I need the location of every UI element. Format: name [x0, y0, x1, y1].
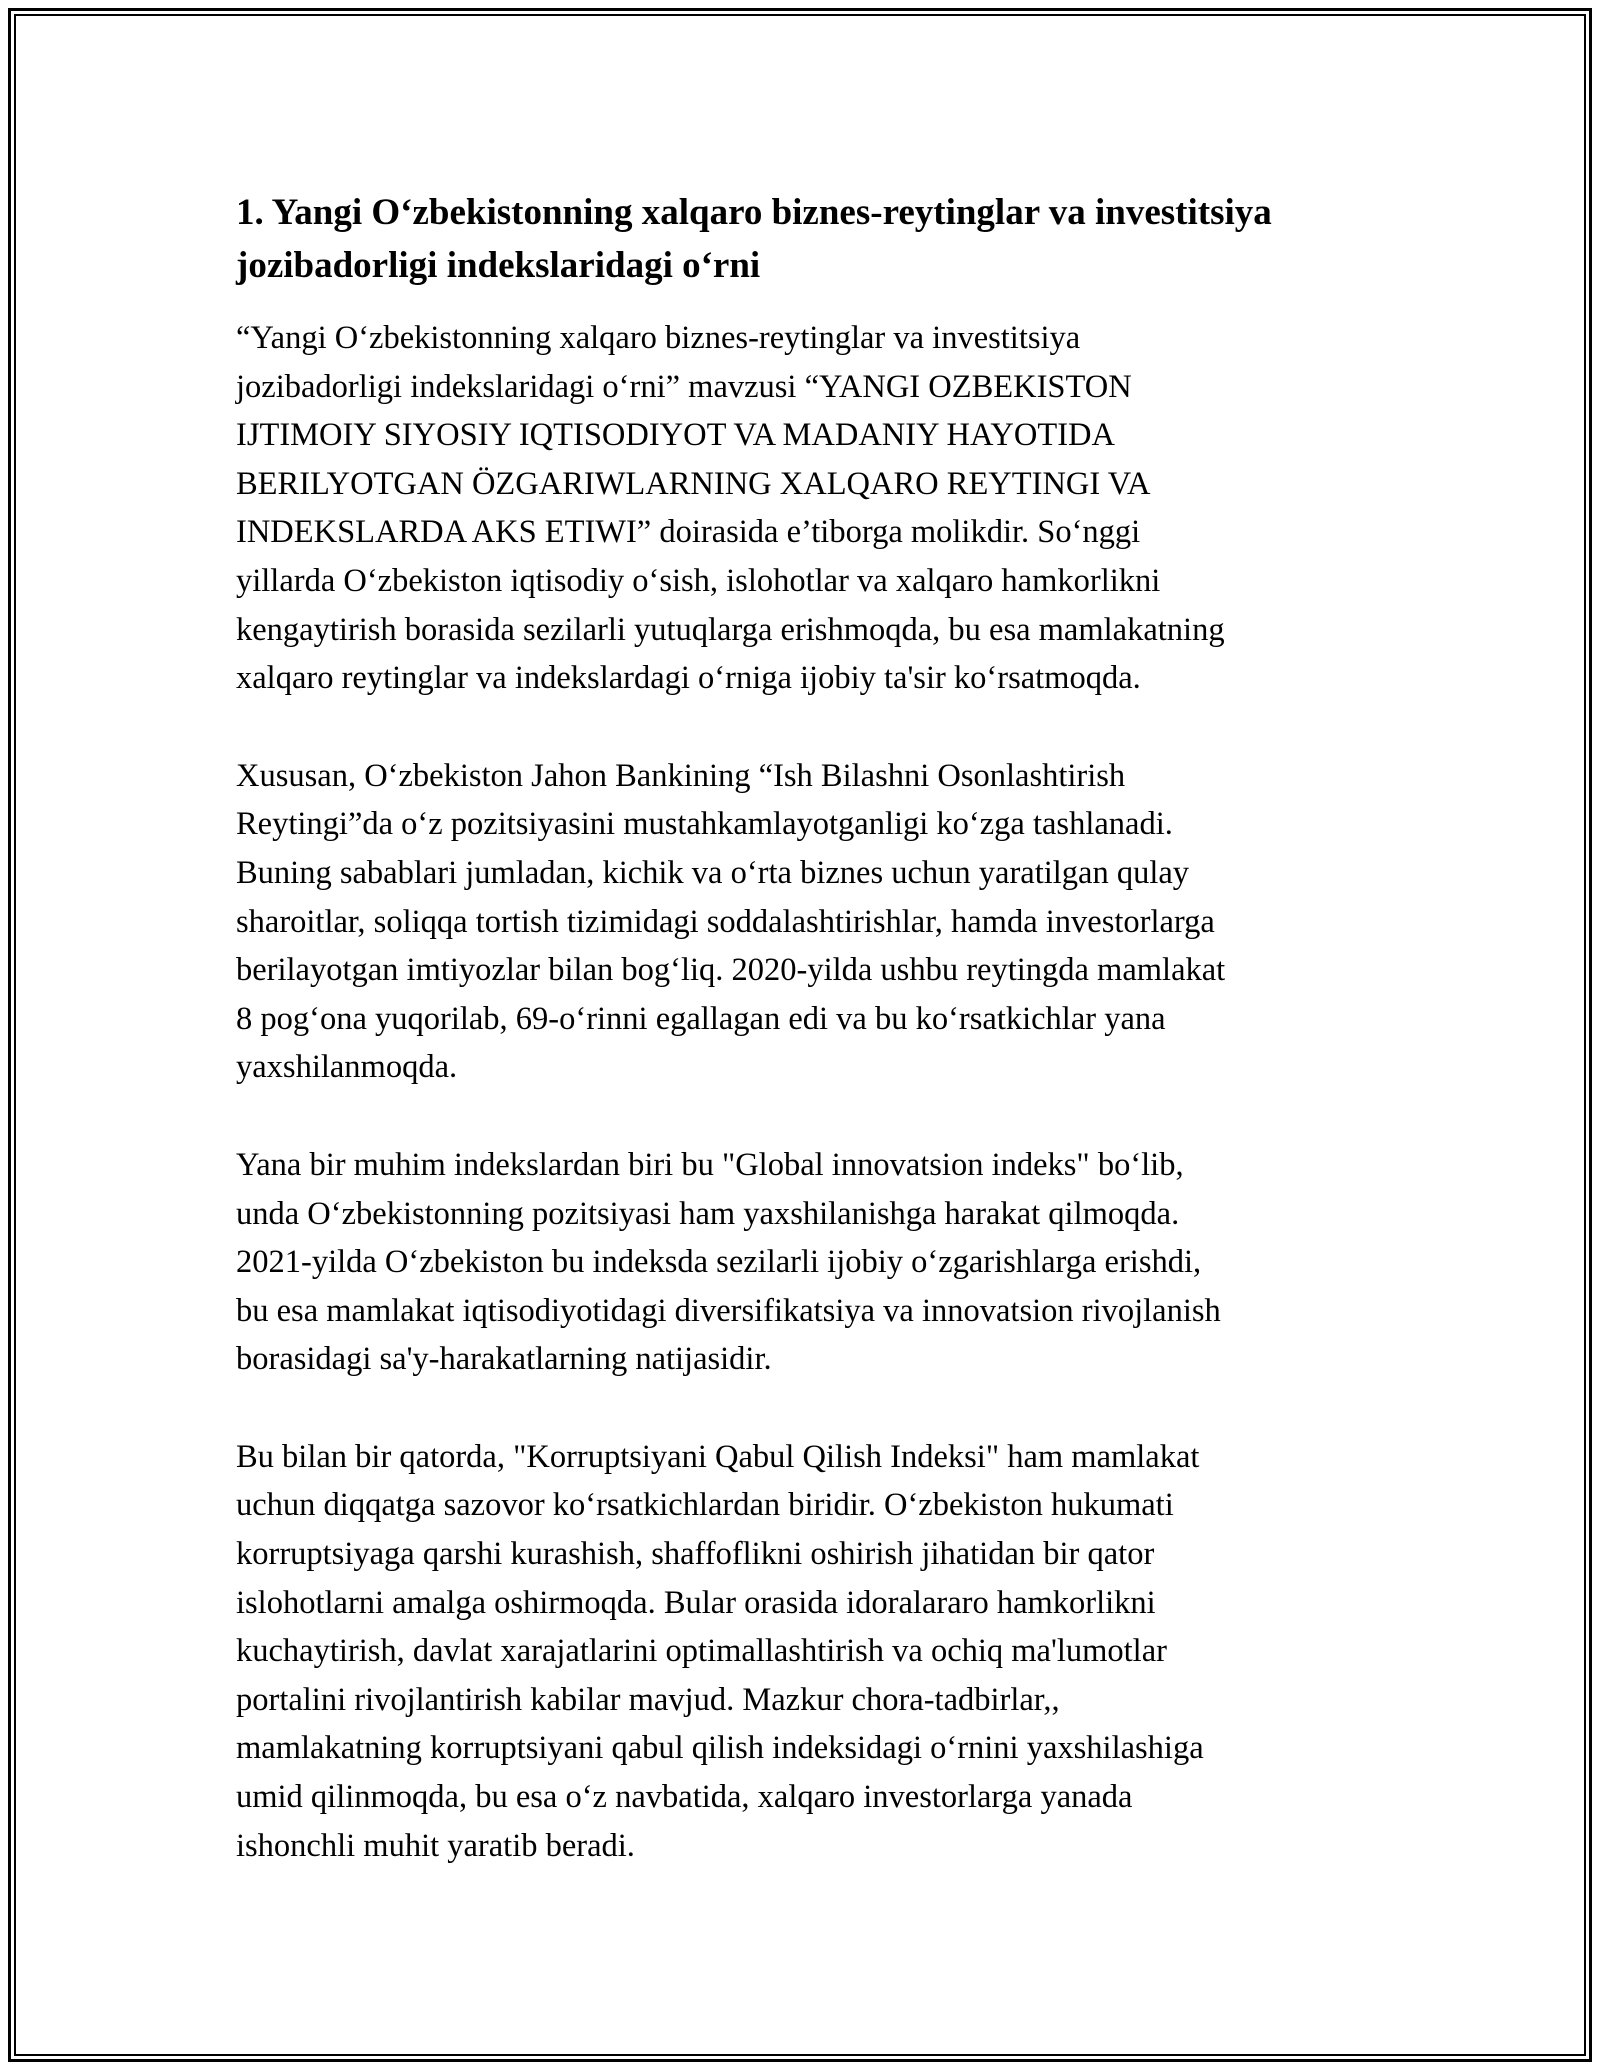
- document-body: [236, 186, 1366, 1870]
- paragraph-world-bank-rating: Xususan, O‘zbekiston Jahon Bankining “Ish Bilashni Osonlashtirish Reytingi”da o‘z pozitsiyasini mustahkamlayotganligi ko‘zga tashlanadi. Buning sabablari jumladan, kichik va o‘rta biznes uchun yaratilgan qulay sharoitlar, soliqqa tortish tizimidagi soddalashtirishlar, hamda investorlarga berilayotgan imtiyozlar bilan bog‘liq. 2020-yilda ushbu reytingda mamlakat 8 pog‘ona yuqorilab, 69-o‘rinni egallagan edi va bu ko‘rsatkichlar yana yaxshilanmoqda.: [236, 757, 1226, 1086]
- paragraph-intro: “Yangi O‘zbekistonning xalqaro biznes-reytinglar va investitsiya jozibadorligi indekslaridagi o‘rni” mavzusi “YANGI OZBEKISTON IJTIMOIY SIYOSIY IQTISODIYOT VA MADANIY HAYOTIDA BERILYOTGAN ÖZGARIWLARNING XALQARO REYTINGI VA INDEKSLARDA AKS ETIWI” doirasida e’tiborga molikdir. So‘nggi yillarda O‘zbekiston iqtisodiy o‘sish, islohotlar va xalqaro hamkorlikni kengaytirish borasida sezilarli yutuqlarga erishmoqda, bu esa mamlakatning xalqaro reytinglar va indekslardagi o‘rniga ijobiy ta'sir ko‘rsatmoqda.: [236, 320, 1225, 697]
- section-heading: 1. Yangi O‘zbekistonning xalqaro biznes-reytinglar va investitsiya jozibadorligi indekslaridagi o‘rni: [236, 192, 1272, 286]
- paragraph-global-innovation-index: Yana bir muhim indekslardan biri bu "Global innovatsion indeks" bo‘lib, unda O‘zbekistonning pozitsiyasi ham yaxshilanishga harakat qilmoqda. 2021-yilda O‘zbekiston bu indeksda sezilarli ijobiy o‘zgarishlarga erishdi, bu esa mamlakat iqtisodiyotidagi diversifikatsiya va innovatsion rivojlanish borasidagi sa'y-harakatlarning natijasidir.: [236, 1146, 1221, 1378]
- paragraph-corruption-index: Bu bilan bir qatorda, "Korruptsiyani Qabul Qilish Indeksi" ham mamlakat uchun diqqatga sazovor ko‘rsatkichlardan biridir. O‘zbekiston hukumati korruptsiyaga qarshi kurashish, shaffoflikni oshirish jihatidan bir qator islohotlarni amalga oshirmoqda. Bular orasida idoralararo hamkorlikni kuchaytirish, davlat xarajatlarini optimallashtirish va ochiq ma'lumotlar portalini rivojlantirish kabilar mavjud. Mazkur chora-tadbirlar,, mamlakatning korruptsiyani qabul qilish indeksidagi o‘rnini yaxshilashiga umid qilinmoqda, bu esa o‘z navbatida, xalqaro investorlarga yanada ishonchli muhit yaratib beradi.: [236, 1438, 1204, 1864]
